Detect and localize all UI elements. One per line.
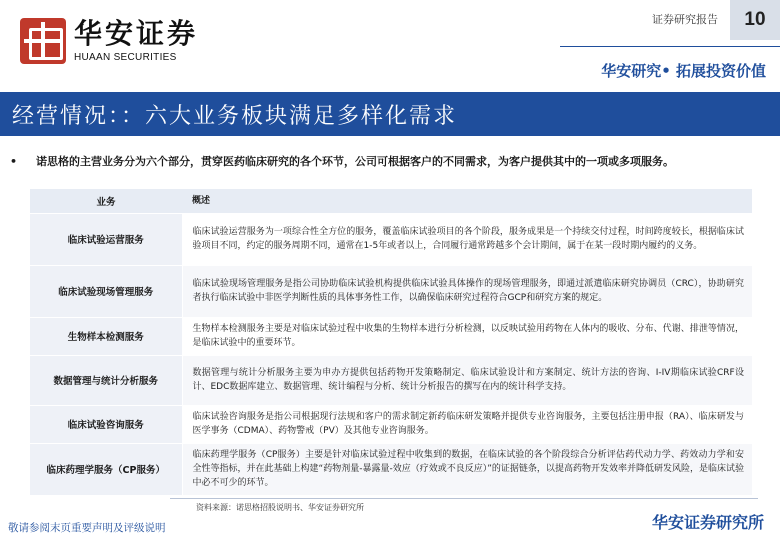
report-type-label: 证券研究报告 bbox=[652, 13, 718, 26]
logo-chinese-name: 华安证券 bbox=[74, 17, 199, 50]
footer-institute: 华安证券研究所 bbox=[651, 513, 764, 532]
business-name: 临床试验运营服务 bbox=[30, 213, 182, 265]
table-row bbox=[30, 265, 752, 317]
source-divider bbox=[170, 498, 758, 499]
business-summary: 临床试验运营服务为一项综合性全方位的服务，覆盖临床试验项目的各个阶段，服务成果是一个持续交付过程，时间跨度较长，根据临床试验项目不同，约定的服务周期不同，通常在1-5年或者以上，合同履行通常跨越多个会计期间，属于在某一段时期内履约的义务。 bbox=[182, 213, 752, 265]
title-band bbox=[0, 92, 780, 136]
table-header-row bbox=[30, 189, 752, 213]
business-summary: 临床试验现场管理服务是指公司协助临床试验机构提供临床试验具体操作的现场管理服务，即通过派遣临床研究协调员（CRC），协助研究者执行临床试验中非医学判断性质的具体事务性工作，以确保临床研究过程符合GCP和研究方案的规定。 bbox=[182, 265, 752, 317]
huaan-logo-icon bbox=[20, 18, 66, 64]
business-name: 临床试验咨询服务 bbox=[30, 405, 182, 443]
table-row bbox=[30, 213, 752, 265]
business-summary: 数据管理与统计分析服务主要为申办方提供包括药物开发策略制定、临床试验设计和方案制定、统计方法的咨询、I-IV期临床试验CRF设计、EDC数据库建立、数据管理、统计编程与分析、统计分析报告的撰写在内的统计科学支持。 bbox=[182, 355, 752, 405]
intro-text: 诺思格的主营业务分为六个部分，贯穿医药临床研究的各个环节，公司可根据客户的不同需求，为客户提供其中的一项或多项服务。 bbox=[36, 155, 674, 168]
business-summary: 临床试验咨询服务是指公司根据现行法规和客户的需求制定新药临床研发策略并提供专业咨询服务，主要包括注册申报（RA）、临床研发与医学事务（CDMA）、药物警戒（PV）及其他专业咨询服务。 bbox=[182, 405, 752, 443]
source-note: 资料来源：诺思格招股说明书、华安证券研究所 bbox=[196, 503, 364, 512]
bullet-marker: • bbox=[10, 155, 18, 168]
header-summary: 概述 bbox=[182, 189, 752, 213]
table-row bbox=[30, 355, 752, 405]
business-name: 生物样本检测服务 bbox=[30, 317, 182, 355]
company-logo bbox=[20, 18, 198, 64]
header-divider bbox=[560, 46, 780, 47]
business-table bbox=[30, 189, 752, 496]
business-name: 临床药理学服务（CP服务） bbox=[30, 443, 182, 495]
disclaimer-link[interactable]: 敬请参阅末页重要声明及评级说明 bbox=[8, 522, 166, 534]
business-summary: 生物样本检测服务主要是对临床试验过程中收集的生物样本进行分析检测，以反映试验用药物在人体内的吸收、分布、代谢、排泄等情况，是临床试验中的重要环节。 bbox=[182, 317, 752, 355]
table-row bbox=[30, 317, 752, 355]
table-row bbox=[30, 405, 752, 443]
business-name: 临床试验现场管理服务 bbox=[30, 265, 182, 317]
page-number: 10 bbox=[730, 0, 780, 40]
table-row bbox=[30, 443, 752, 495]
business-name: 数据管理与统计分析服务 bbox=[30, 355, 182, 405]
header-business: 业务 bbox=[30, 189, 182, 213]
page-title: 经营情况：：六大业务板块满足多样化需求 bbox=[12, 103, 458, 129]
logo-english-name: HUAAN SECURITIES bbox=[74, 52, 177, 63]
header-slogan: 华安研究• 拓展投资价值 bbox=[601, 62, 766, 80]
business-summary: 临床药理学服务（CP服务）主要是针对临床试验过程中收集到的数据，在临床试验的各个阶段综合分析评估药代动力学、药效动力学和安全性等指标，并在此基础上构建“药物剂量-暴露量-效应（疗效或不良反应）”的证据链条，以提高药物开发效率并降低研发风险，是临床试验中必不可少的环节。 bbox=[182, 443, 752, 495]
intro-paragraph bbox=[10, 153, 770, 170]
